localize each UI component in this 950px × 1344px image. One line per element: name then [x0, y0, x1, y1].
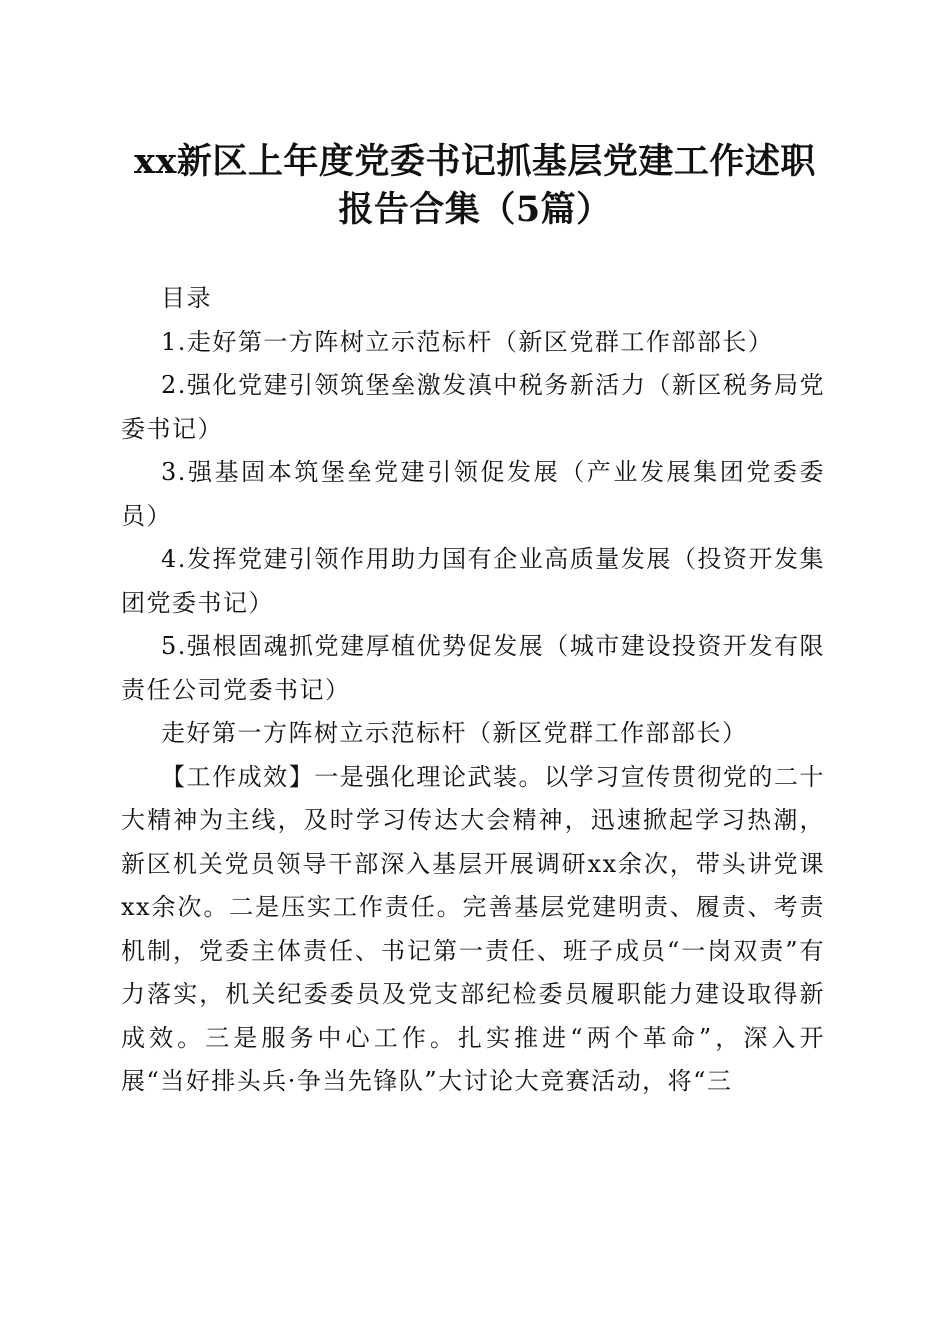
toc-item-3: 3.强基固本筑堡垒党建引领促发展（产业发展集团党委委员） [121, 458, 825, 530]
toc-item-1: 1.走好第一方阵树立示范标杆（新区党群工作部部长） [161, 327, 774, 356]
document-title [100, 138, 850, 234]
toc-item-5: 5.强根固魂抓党建厚植优势促发展（城市建设投资开发有限责任公司党委书记） [121, 632, 825, 704]
toc-heading: 目录 [161, 284, 212, 312]
section-heading: 走好第一方阵树立示范标杆（新区党群工作部部长） [161, 719, 748, 747]
section-paragraph: 【工作成效】一是强化理论武装。以学习宣传贯彻党的二十大精神为主线，及时学习传达大会精神，迅速掀起学习热潮，新区机关党员领导干部深入基层开展调研xx余次，带头讲党课xx余次。二是压实工作责任。完善基层党建明责、履责、考责机制，党委主体责任、书记第一责任、班子成员“一岗双责”有力落实，机关纪委委员及党支部纪检委员履职能力建设取得新成效。三是服务中心工作。扎实推进“两个革命”，深入开展“当好排头兵·争当先锋队”大讨论大竞赛活动，将“三 [121, 762, 825, 1095]
toc-item-2: 2.强化党建引领筑堡垒激发滇中税务新活力（新区税务局党委书记） [121, 371, 825, 443]
document-body [121, 277, 825, 1104]
title-line-1: xx新区上年度党委书记抓基层党建工作述职 [134, 141, 816, 182]
title-line-2: 报告合集（5篇） [338, 189, 612, 230]
toc-item-4: 4.发挥党建引领作用助力国有企业高质量发展（投资开发集团党委书记） [121, 545, 825, 617]
